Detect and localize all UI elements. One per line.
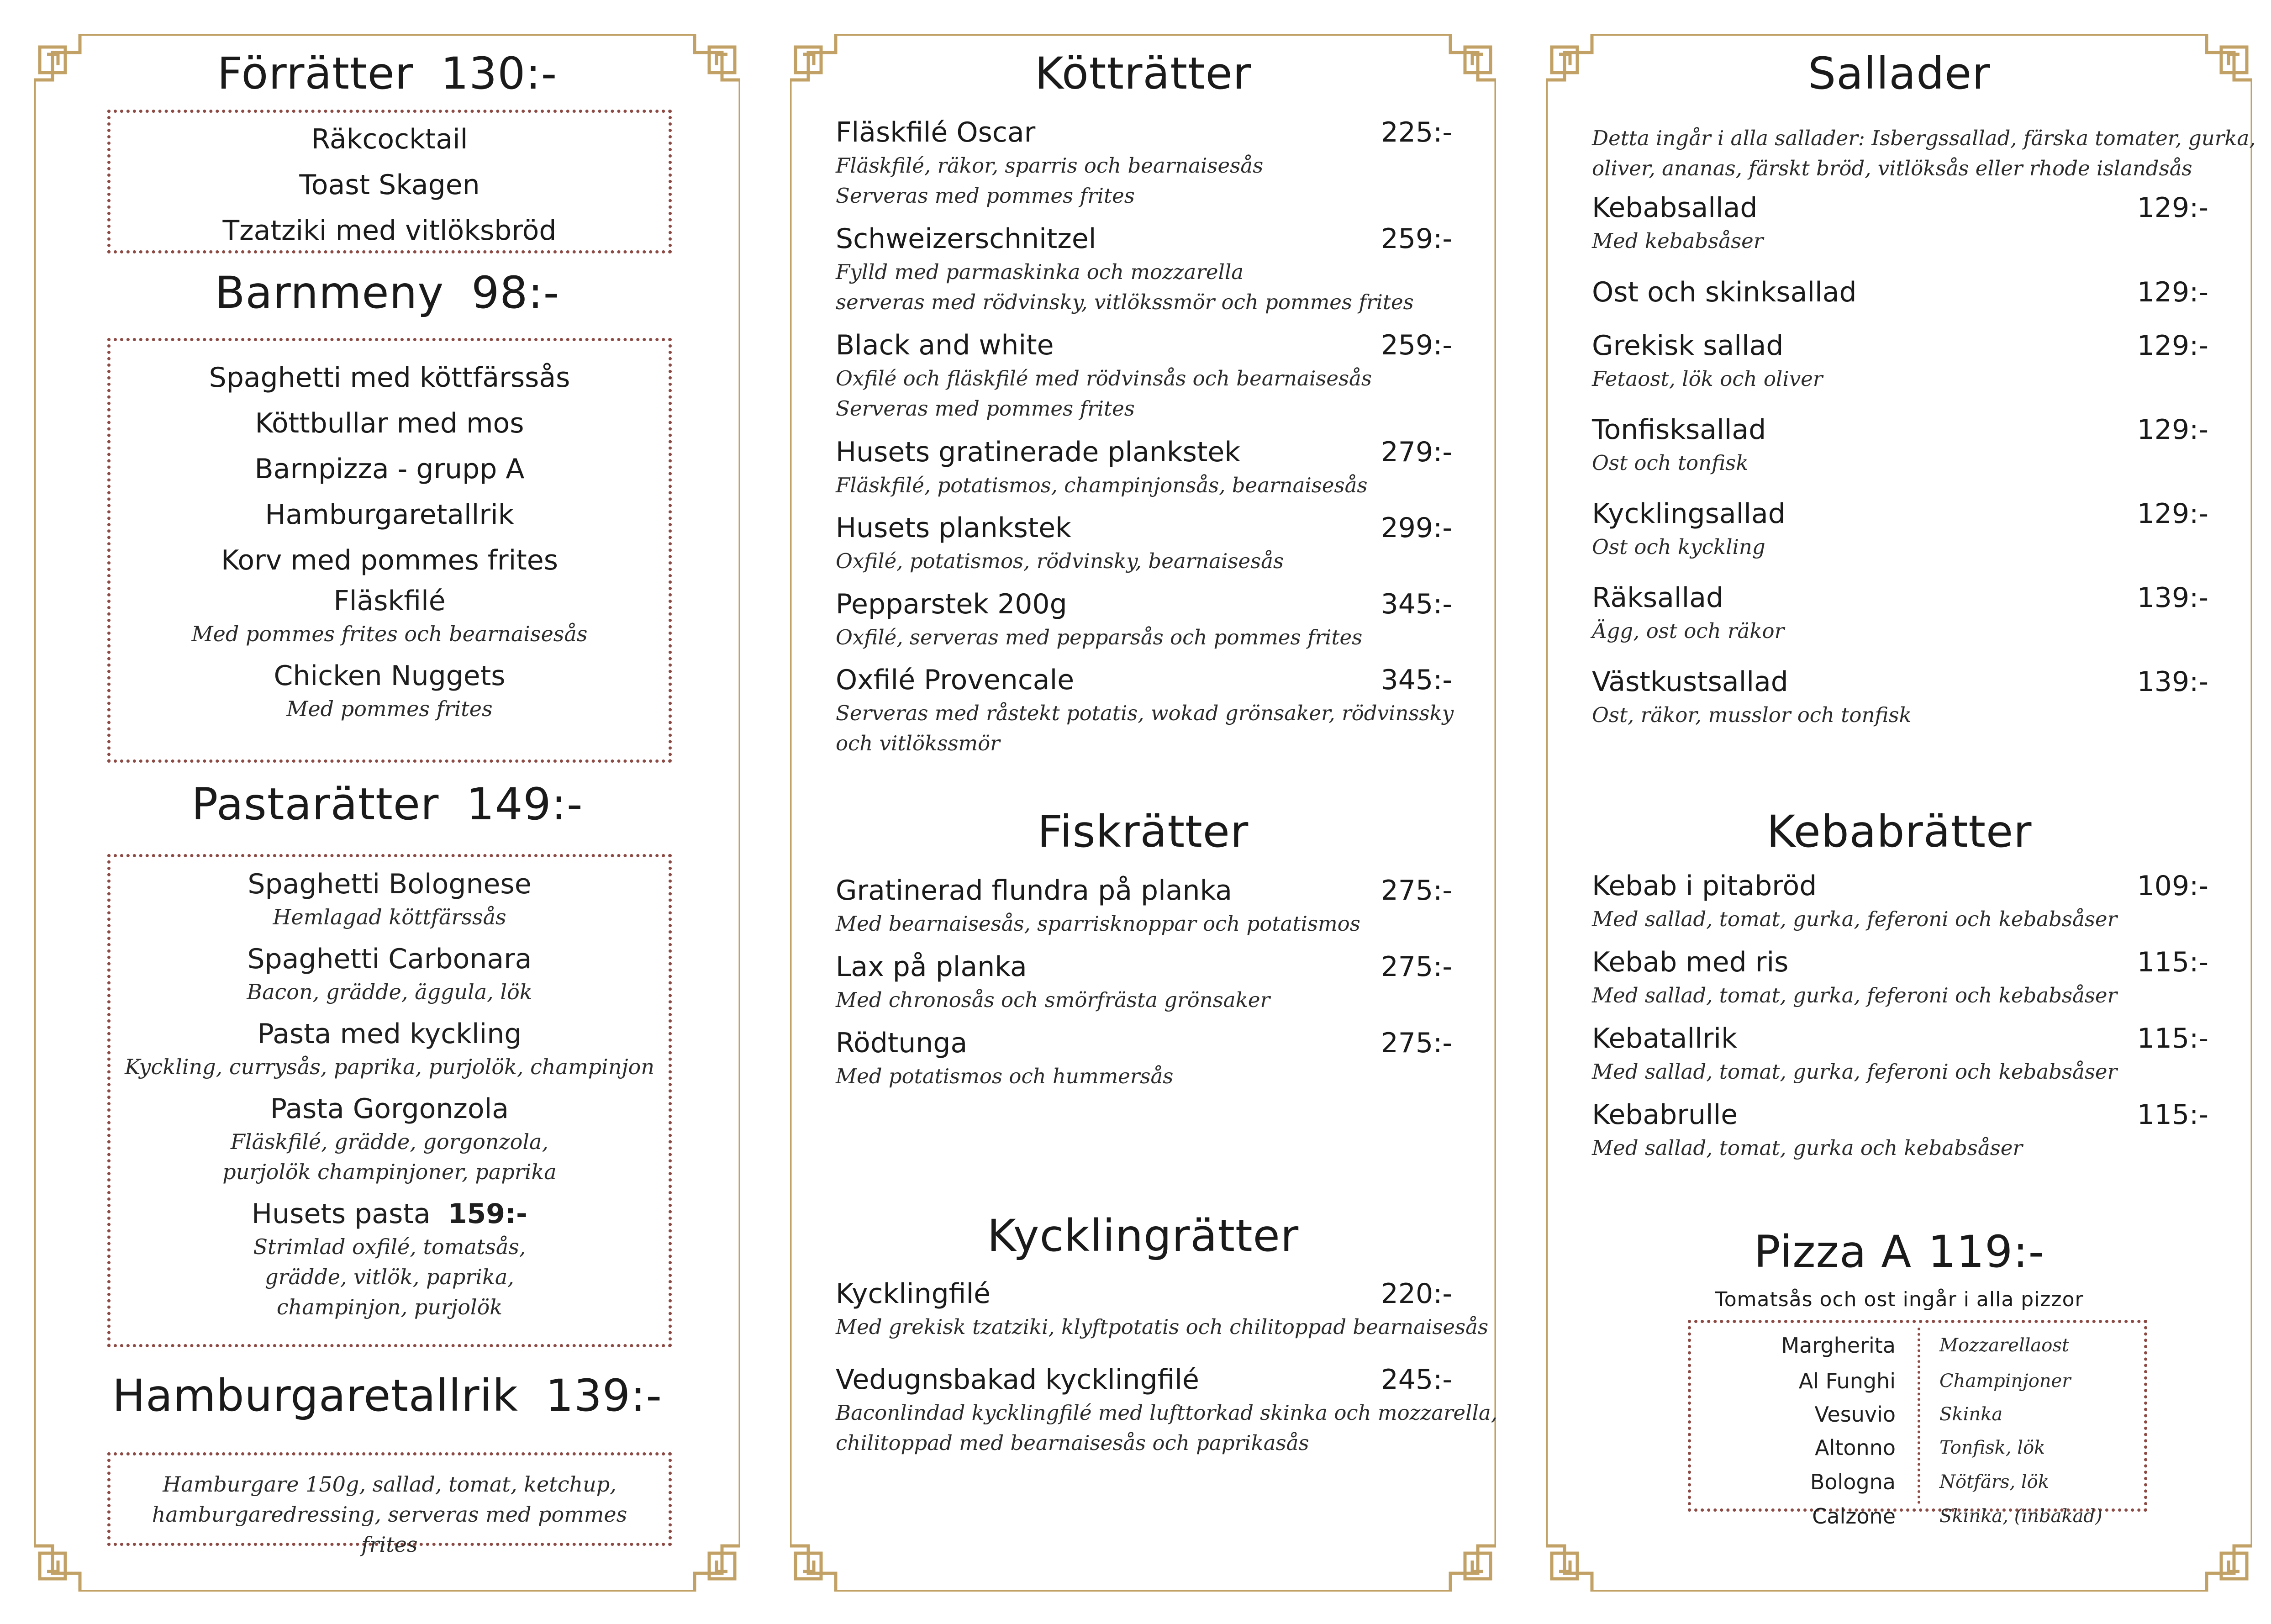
list-item: Räkcocktail (311, 123, 468, 155)
kyckling-title: Kycklingrätter (987, 1210, 1299, 1261)
pizza-descs: Mozzarellaost Champinjoner Skinka Tonfisk, lök Nötfärs, lök Skinka, (inbakad) (1939, 1335, 2102, 1527)
menu-item: Husets plankstek 299:- Oxfilé, potatismos, rödvinsky, bearnaisesås (836, 512, 1452, 573)
pizza-subtitle: Tomatsås och ost ingår i alla pizzor (1715, 1288, 2084, 1311)
menu-item: Kebatallrik 115:- Med sallad, tomat, gurka, feferoni och kebabsåser (1592, 1023, 2208, 1084)
menu-item: Rödtunga 275:- Med potatismos och hummersås (836, 1027, 1452, 1088)
menu-item: Black and white 259:- Oxfilé och fläskfilé med rödvinsås och bearnaisesås Serveras med pommes frites (836, 329, 1452, 421)
pizza-title: Pizza A 119:- (1754, 1226, 2045, 1277)
sallader-title: Sallader (1808, 48, 1991, 99)
list-item: Spaghetti med köttfärssås (209, 362, 570, 394)
list-item: Toast Skagen (299, 169, 480, 201)
list-item: Hamburgaretallrik (265, 499, 514, 531)
menu-item: Vedugnsbakad kycklingfilé 245:- Baconlindad kycklingfilé med lufttorkad skinka och mozzarella, chilitoppad med bearnaisesås och paprikasås (836, 1364, 1497, 1455)
menu-item: Oxfilé Provencale 345:- Serveras med råstekt potatis, wokad grönsaker, rödvinssky och vitlökssmör (836, 664, 1454, 755)
menu-item: Schweizerschnitzel 259:- Fylld med parmaskinka och mozzarella serveras med rödvinsky, vitlökssmör och pommes frites (836, 223, 1452, 314)
hamburgare-box: Hamburgare 150g, sallad, tomat, ketchup, hamburgaredressing, serveras med pommes frites (107, 1452, 672, 1546)
list-item: Pasta med kyckling Kyckling, currysås, paprika, purjolök, champinjon (125, 1018, 654, 1079)
list-item: Spaghetti Bolognese Hemlagad köttfärssås (248, 868, 532, 929)
menu-item: Kycklingfilé 220:- Med grekisk tzatziki, klyftpotatis och chilitoppad bearnaisesås (836, 1278, 1489, 1339)
pizza-names: Margherita Al Funghi Vesuvio Altonno Bologna Calzone (1781, 1333, 1896, 1529)
right-panel (1546, 34, 2256, 1592)
pasta-title: Pastarätter 149:- (191, 779, 583, 830)
menu-item: Kebabrulle 115:- Med sallad, tomat, gurka och kebabsåser (1592, 1099, 2208, 1160)
list-item: Tzatziki med vitlöksbröd (222, 215, 557, 247)
kott-title: Kötträtter (1034, 48, 1252, 99)
middle-panel (790, 34, 1496, 1592)
list-item: Spaghetti Carbonara Bacon, grädde, äggula, lök (247, 943, 532, 1004)
menu-item: Gratinerad flundra på planka 275:- Med bearnaisesås, sparrisknoppar och potatismos (836, 875, 1452, 936)
fisk-title: Fiskrätter (1037, 806, 1249, 857)
menu-item: Tonfisksallad 129:- Ost och tonfisk (1592, 414, 2208, 475)
list-item: Barnpizza - grupp A (254, 453, 525, 485)
list-item: Chicken Nuggets Med pommes frites (274, 660, 506, 721)
list-item: Korv med pommes frites (221, 544, 558, 576)
menu-item: Kebabsallad 129:- Med kebabsåser (1592, 192, 2208, 253)
sallader-intro: Detta ingår i alla sallader: Isbergssallad, färska tomater, gurka, oliver, ananas, färskt bröd, vitlöksås eller rhode islandsås (1592, 126, 2256, 180)
menu-item: Västkustsallad 139:- Ost, räkor, musslor och tonfisk (1592, 666, 2208, 727)
menu-item: Husets gratinerade plankstek 279:- Fläskfilé, potatismos, champinjonsås, bearnaisesås (836, 436, 1452, 497)
pizza-box (1688, 1320, 2147, 1529)
menu-item: Ost och skinksallad 129:- (1592, 276, 2208, 308)
list-item: Fläskfilé Med pommes frites och bearnaisesås (191, 585, 588, 646)
hamburgare-title: Hamburgaretallrik 139:- (112, 1370, 663, 1421)
pasta-box (107, 854, 672, 1347)
menu-item: Lax på planka 275:- Med chronosås och smörfrästa grönsaker (836, 951, 1452, 1012)
menu-item: Kebab i pitabröd 109:- Med sallad, tomat, gurka, feferoni och kebabsåser (1592, 870, 2208, 931)
left-panel (34, 34, 740, 1592)
list-item: Husets pasta 159:- Strimlad oxfilé, tomatsås, grädde, vitlök, paprika, champinjon, purjolök (252, 1198, 527, 1319)
list-item: Köttbullar med mos (255, 407, 524, 439)
menu-item: Kebab med ris 115:- Med sallad, tomat, gurka, feferoni och kebabsåser (1592, 946, 2208, 1007)
forratter-box (107, 110, 672, 253)
menu-item: Kycklingsallad 129:- Ost och kyckling (1592, 498, 2208, 559)
menu-item: Fläskfilé Oscar 225:- Fläskfilé, räkor, sparris och bearnaisesås Serveras med pommes frites (836, 116, 1452, 208)
kebab-title: Kebabrätter (1766, 806, 2032, 857)
menu-item: Pepparstek 200g 345:- Oxfilé, serveras med pepparsås och pommes frites (836, 588, 1452, 649)
menu-item: Räksallad 139:- Ägg, ost och räkor (1592, 582, 2208, 643)
menu-item: Grekisk sallad 129:- Fetaost, lök och oliver (1592, 330, 2208, 391)
list-item: Pasta Gorgonzola Fläskfilé, grädde, gorgonzola, purjolök champinjoner, paprika (222, 1093, 557, 1184)
forratter-title: Förrätter 130:- (217, 48, 558, 99)
barnmeny-title: Barnmeny 98:- (215, 267, 560, 318)
barnmeny-box (107, 338, 672, 763)
